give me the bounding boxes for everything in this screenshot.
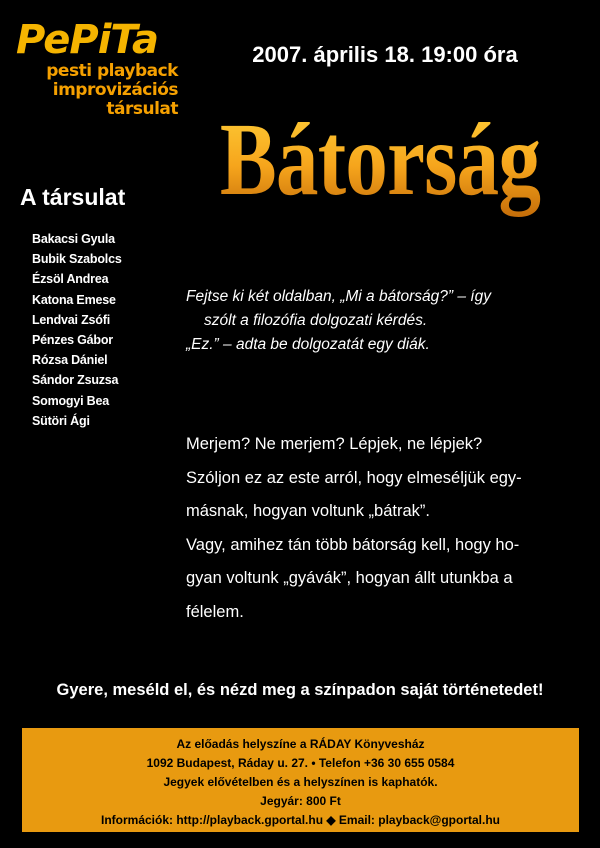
logo-line-1: pesti playback [46, 61, 178, 81]
body-line: Vagy, amihez tán több bátorság kell, hogy ho- [186, 535, 520, 554]
price-text: Jegyár: 800 Ft [260, 794, 341, 808]
member-item: Somogyi Bea [32, 393, 109, 408]
body-line: félelem. [186, 602, 244, 621]
member-item: Sándor Zsuzsa [32, 373, 119, 388]
member-item: Sütöri Ági [32, 413, 90, 428]
body-line: Merjem? Ne merjem? Lépjek, ne lépjek? [186, 435, 483, 453]
member-item: Bubik Szabolcs [32, 252, 122, 267]
intro-quote [186, 285, 586, 357]
member-item: Bakacsi Gyula [32, 232, 115, 246]
member-item: Rózsa Dániel [32, 353, 108, 368]
tickets-text: Jegyek elővételben és a helyszínen is kaphatók. [163, 775, 438, 789]
contact-text: Információk: http://playback.gportal.hu ◆ Email: playback@gportal.hu [101, 813, 500, 827]
logo-line-2: improvizációs [52, 80, 178, 100]
member-item: Ézsöl Andrea [32, 272, 109, 287]
body-text [186, 428, 576, 629]
member-item: Lendvai Zsófi [32, 312, 110, 327]
intro-line: „Ez.” – adta be dolgozatát egy diák. [186, 336, 430, 353]
body-line: Szóljon ez az este arról, hogy elmeséljük egy- [186, 468, 522, 487]
venue-text: Az előadás helyszíne a RÁDAY Könyvesház [176, 737, 425, 751]
address-text: 1092 Budapest, Ráday u. 27. • Telefon +36 30 655 0584 [146, 756, 455, 770]
member-item: Katona Emese [32, 292, 116, 307]
logo [8, 18, 178, 119]
logo-line-3: társulat [106, 99, 178, 119]
body-line: gyan voltunk „gyávák”, hogyan állt utunkba a [186, 569, 513, 587]
event-date: 2007. április 18. 19:00 óra [252, 42, 518, 67]
body-line: másnak, hogyan voltunk „bátrak”. [186, 502, 430, 520]
member-list [32, 229, 122, 431]
intro-line: Fejtse ki két oldalban, „Mi a bátorság?” – így [186, 288, 491, 305]
member-item: Pénzes Gábor [32, 333, 113, 348]
event-title: Bátorság [216, 100, 544, 220]
call-to-action: Gyere, meséld el, és nézd meg a színpadon saját történetedet! [56, 681, 544, 699]
intro-line: szólt a filozófia dolgozati kérdés. [204, 312, 428, 329]
company-heading: A társulat [20, 184, 126, 210]
logo-name: PePiTa [16, 17, 158, 63]
info-box [22, 728, 579, 832]
